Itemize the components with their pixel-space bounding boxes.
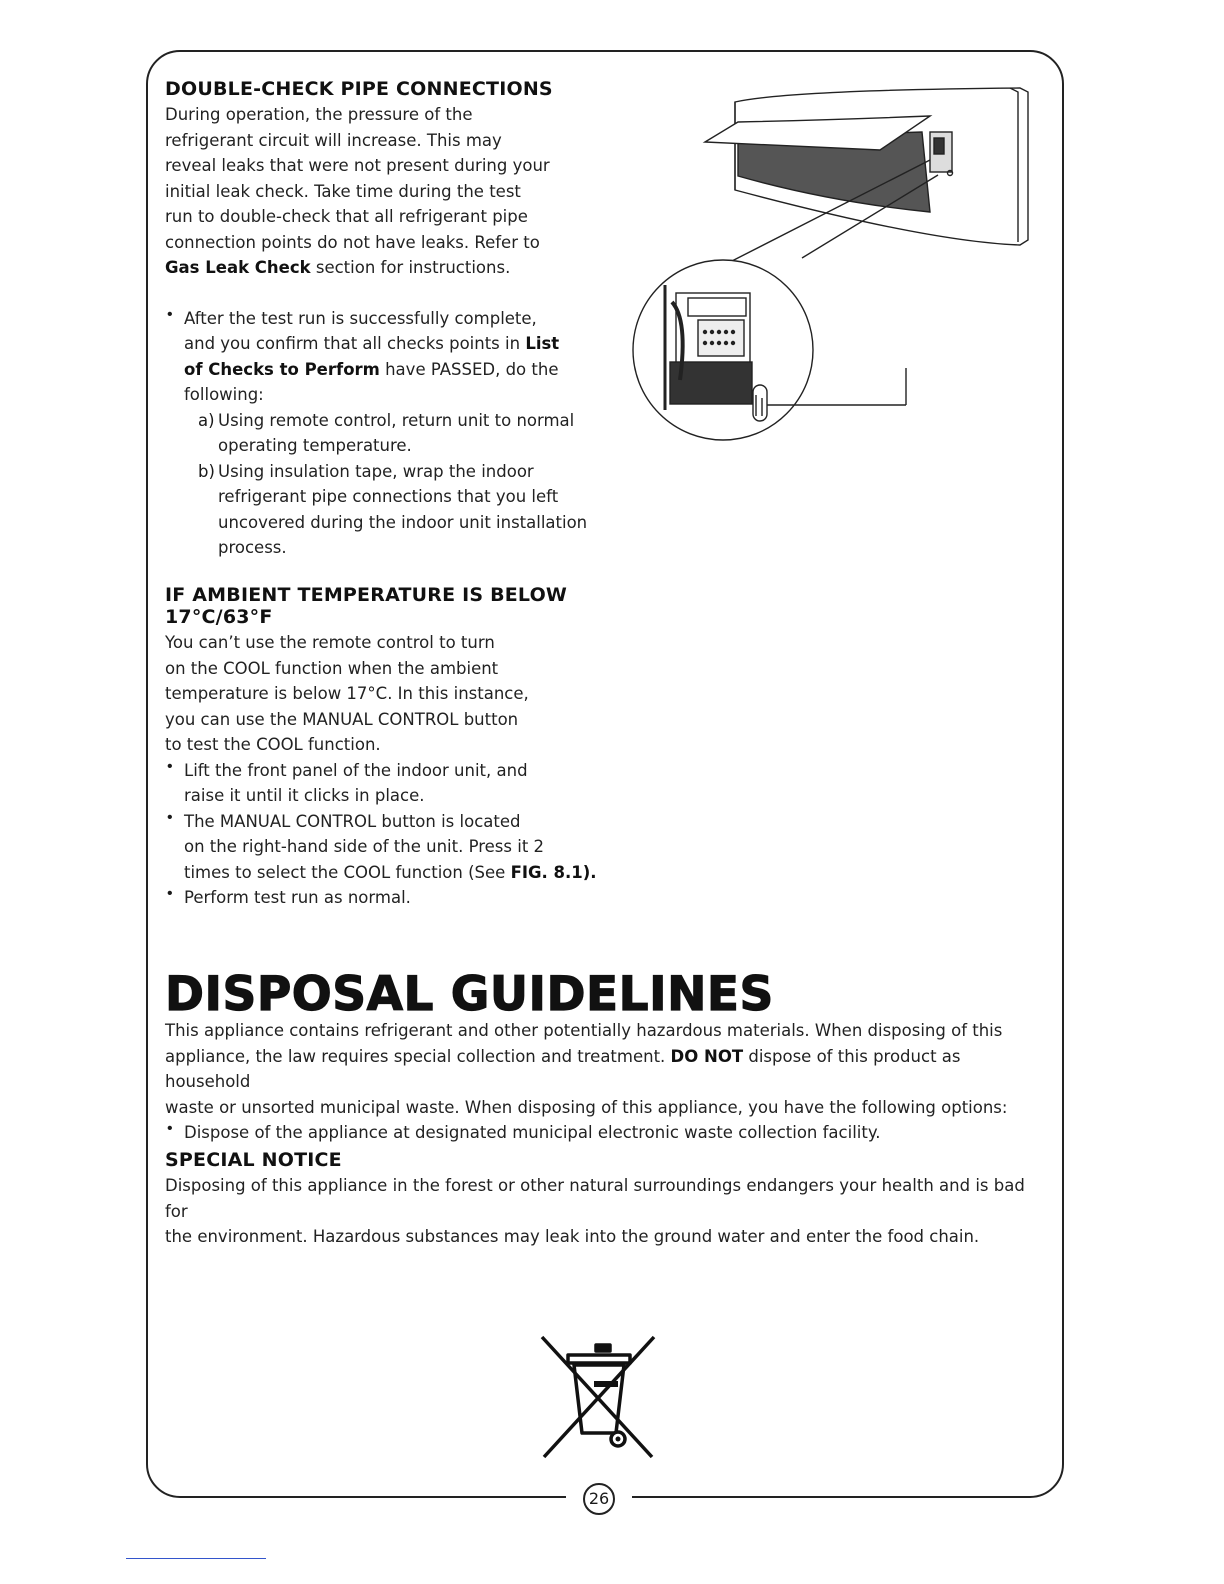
text-line (165, 255, 605, 281)
step-label: a) (198, 410, 215, 430)
text-line: temperature is below 17°C. In this instance, (165, 684, 529, 703)
text-line: • Lift the front panel of the indoor unit, and (184, 760, 528, 780)
text-span: times to select the COOL function (See (184, 862, 511, 882)
disposal-title: DISPOSAL GUIDELINES (165, 967, 774, 1022)
manual-control-bullet (165, 809, 605, 886)
page-number: 26 (583, 1483, 615, 1515)
lift-panel-bullet (165, 758, 605, 809)
text-line: following: (184, 385, 264, 404)
text-line: connection points do not have leaks. Refer to (165, 232, 540, 252)
text-line: Disposing of this appliance in the forest or other natural surroundings endangers your health and is bad for (165, 1176, 1025, 1221)
special-notice-paragraph (165, 1173, 1045, 1250)
text-line: waste or unsorted municipal waste. When disposing of this appliance, you have the following options: (165, 1097, 1008, 1117)
text-line: Using insulation tape, wrap the indoor (218, 461, 534, 481)
text-span: have PASSED, do the (379, 359, 559, 379)
fig-reference: FIG. 8.1). (510, 862, 597, 882)
list-of-checks-ref-cont: of Checks to Perform (184, 359, 380, 379)
section-ambient-temperature (165, 584, 605, 911)
text-line (165, 1044, 1045, 1095)
text-line: the environment. Hazardous substances may leak into the ground water and enter the food chain. (165, 1227, 980, 1246)
double-check-paragraph (165, 102, 605, 281)
text-span: section for instructions. (310, 258, 511, 277)
section-double-check (165, 78, 605, 561)
ambient-heading-line2: 17°C/63°F (165, 606, 273, 628)
crossed-out-bin-icon (538, 1335, 658, 1461)
text-line: process. (218, 538, 287, 557)
ac-unit-illustration (630, 80, 1040, 470)
text-line: Using remote control, return unit to normal (218, 410, 575, 430)
text-line (184, 860, 605, 886)
text-line: to test the COOL function. (165, 735, 381, 754)
text-line: During operation, the pressure of the (165, 105, 473, 124)
ambient-paragraph (165, 630, 605, 758)
text-line: refrigerant pipe connections that you left (218, 487, 559, 506)
text-line: You can’t use the remote control to turn (165, 633, 495, 652)
text-line: refrigerant circuit will increase. This may (165, 130, 502, 150)
text-line: reveal leaks that were not present during your (165, 156, 550, 175)
text-span: and you confirm that all checks points in (184, 334, 526, 353)
text-line: on the right-hand side of the unit. Press it 2 (184, 837, 545, 856)
do-not-emphasis: DO NOT (670, 1046, 744, 1066)
footer-rule (126, 1558, 266, 1559)
text-span: dispose of this product as household (165, 1046, 961, 1091)
text-line: uncovered during the indoor unit installation (218, 512, 588, 532)
text-span: appliance, the law requires special collection and treatment. (165, 1046, 671, 1066)
ambient-heading-line1: IF AMBIENT TEMPERATURE IS BELOW (165, 584, 568, 606)
special-notice-section (165, 1149, 1045, 1250)
after-test-bullet (165, 306, 605, 408)
list-of-checks-ref: List (525, 334, 560, 353)
gas-leak-check-ref: Gas Leak Check (165, 258, 311, 277)
special-notice-heading: SPECIAL NOTICE (165, 1149, 342, 1171)
text-line: • Perform test run as normal. (184, 888, 411, 907)
text-line: initial leak check. Take time during the test (165, 181, 521, 201)
disposal-paragraph (165, 1018, 1045, 1146)
disposal-bullet (165, 1120, 1045, 1146)
step-label: b) (198, 461, 215, 481)
text-line: raise it until it clicks in place. (184, 786, 425, 805)
perform-test-bullet (165, 885, 605, 911)
text-line: you can use the MANUAL CONTROL button (165, 709, 519, 729)
step-b (165, 459, 605, 561)
disposal-section (165, 968, 1045, 1146)
text-line: on the COOL function when the ambient (165, 658, 499, 678)
text-line: operating temperature. (218, 436, 412, 455)
text-line: • Dispose of the appliance at designated municipal electronic waste collection facility. (184, 1123, 881, 1142)
step-a (165, 408, 605, 459)
double-check-heading: DOUBLE-CHECK PIPE CONNECTIONS (165, 78, 553, 100)
text-line: run to double-check that all refrigerant pipe (165, 207, 528, 226)
text-line: • The MANUAL CONTROL button is located (184, 811, 521, 831)
text-line (184, 331, 605, 357)
text-line (184, 357, 605, 383)
text-line: This appliance contains refrigerant and other potentially hazardous materials. When disposing of this (165, 1021, 1003, 1040)
text-line: • After the test run is successfully complete, (184, 308, 537, 328)
